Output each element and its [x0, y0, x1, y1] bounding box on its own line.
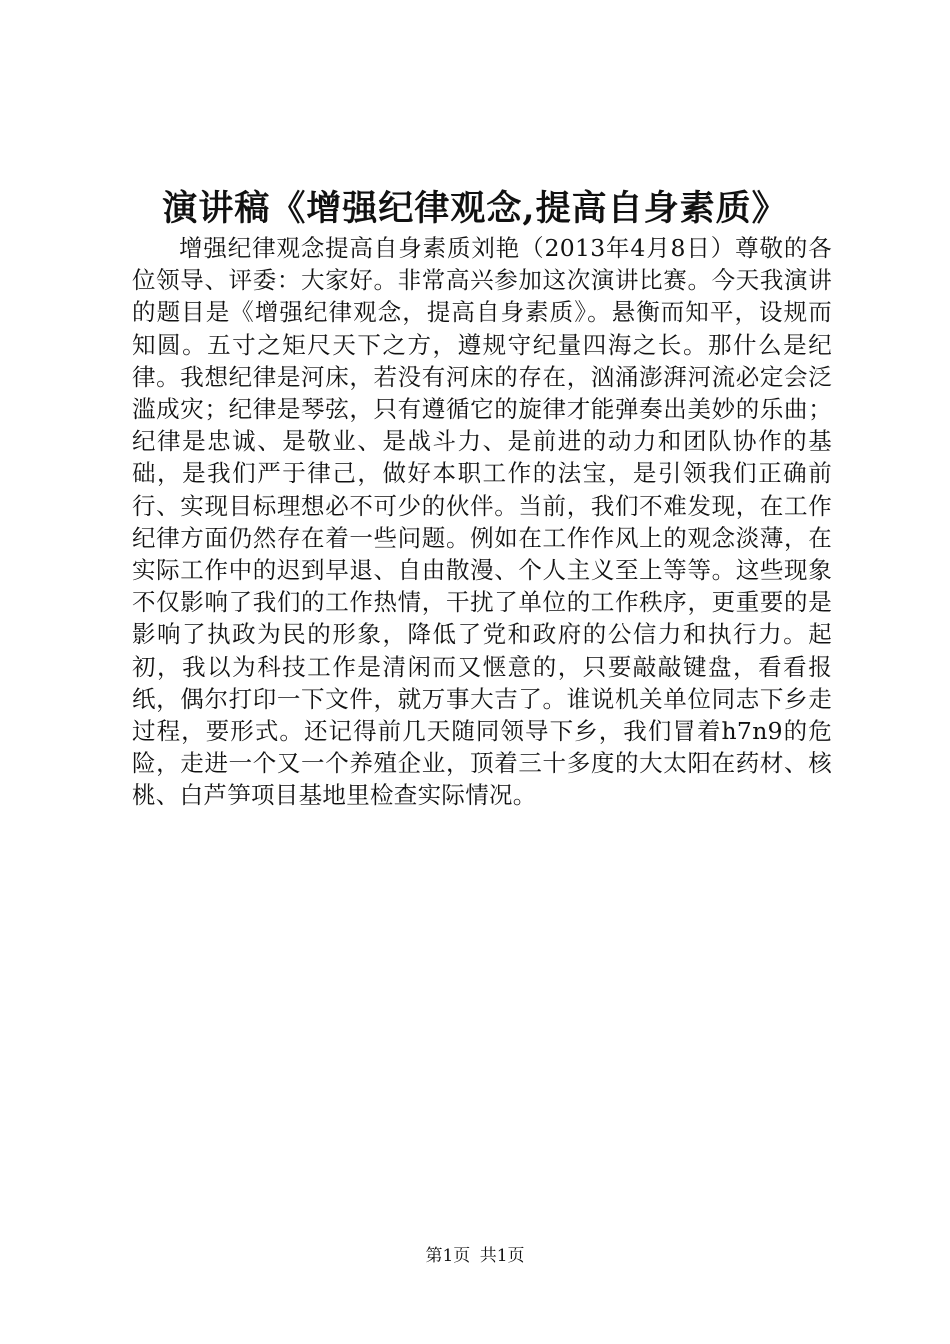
page-total: 共1页: [479, 1246, 525, 1266]
document-title: 演讲稿《增强纪律观念,提高自身素质》: [162, 188, 788, 229]
document-body: 增强纪律观念提高自身素质刘艳（2013年4月8日）尊敬的各位领导、评委：大家好。非常高兴参加这次演讲比赛。今天我演讲的题目是《增强纪律观念，提高自身素质》。悬衡而知平，设规而知圆。五寸之矩尺天下之方，遵规守纪量四海之长。那什么是纪律。我想纪律是河床，若没有河床的存在，汹涌澎湃河流必定会泛滥成灾；纪律是琴弦，只有遵循它的旋律才能弹奏出美妙的乐曲；纪律是忠诚、是敬业、是战斗力、是前进的动力和团队协作的基础，是我们严于律己，做好本职工作的法宝，是引领我们正确前行、实现目标理想必不可少的伙伴。当前，我们不难发现，在工作纪律方面仍然存在着一些问题。例如在工作作风上的观念淡薄，在实际工作中的迟到早退、自由散漫、个人主义至上等等。这些现象不仅影响了我们的工作热情，干扰了单位的工作秩序，更重要的是影响了执政为民的形象，降低了党和政府的公信力和执行力。起初，我以为科技工作是清闲而又惬意的，只要敲敲键盘，看看报纸，偶尔打印一下文件，就万事大吉了。谁说机关单位同志下乡走过程，要形式。还记得前几天随同领导下乡，我们冒着h7n9的危险，走进一个又一个养殖企业，顶着三十多度的大太阳在药材、核桃、白芦笋项目基地里检查实际情况。: [132, 234, 832, 810]
page-footer: [0, 1244, 950, 1268]
page-number: 第1页: [425, 1246, 471, 1266]
